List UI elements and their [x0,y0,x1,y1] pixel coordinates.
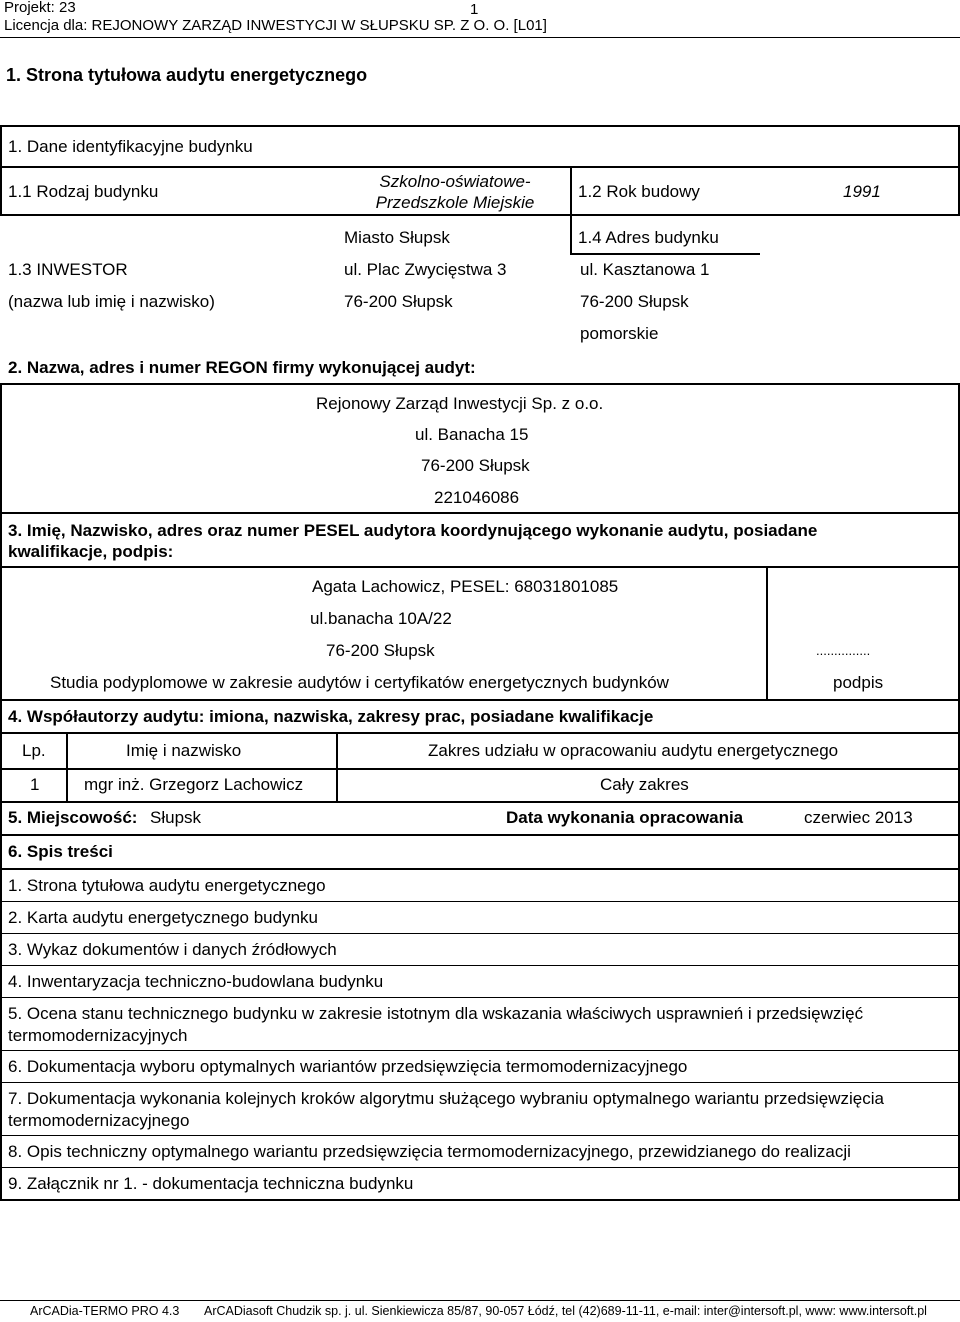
toc-item-continuation: termomodernizacyjnych [8,1026,188,1045]
coauthor-row-name: mgr inż. Grzegorz Lachowicz [84,775,304,794]
toc-item: 4. Inwentaryzacja techniczno-budowlana budynku [8,972,384,991]
year-value: 1991 [843,182,881,201]
coauthors-header-rule [0,768,960,770]
coauthor-row-scope: Cały zakres [600,775,689,794]
footer-rule [0,1300,960,1301]
toc-item: 3. Wykaz dokumentów i danych źródłowych [8,940,337,959]
section1-title-rule [0,166,960,168]
coauthors-col2-divider [336,732,338,802]
toc-title-rule [0,868,960,870]
year-label: 1.2 Rok budowy [578,182,700,201]
investor-label: 1.3 INWESTOR [8,260,128,279]
toc-item: 6. Dokumentacja wyboru optymalnych wariantów przedsięwzięcia termomodernizacyjnego [8,1057,688,1076]
section5-rule [0,834,960,836]
toc-rule [0,965,960,966]
investor-street: ul. Plac Zwycięstwa 3 [344,260,507,279]
footer-software: ArCADia-TERMO PRO 4.3 [30,1304,180,1318]
address-street: ul. Kasztanowa 1 [580,260,710,279]
section3-title-rule [0,566,960,568]
coauthors-col1-divider [66,732,68,802]
section2-rule [0,383,960,385]
audit-firm-city: 76-200 Słupsk [421,456,530,475]
signature-dots: ............... [816,643,871,658]
date-label: Data wykonania opracowania [506,808,744,827]
address-city: 76-200 Słupsk [580,292,689,311]
building-type-label: 1.1 Rodzaj budynku [8,182,159,201]
toc-item: 2. Karta audytu energetycznego budynku [8,908,318,927]
address-label: 1.4 Adres budynku [578,228,719,247]
toc-item: 7. Dokumentacja wykonania kolejnych kroków algorytmu służącego wybraniu optymalnego wariantu przedsięwzięcia [8,1089,884,1108]
type-divider [570,166,572,216]
location-value: Słupsk [150,808,202,827]
toc-item: 1. Strona tytułowa audytu energetycznego [8,876,326,895]
location-label: 5. Miejscowość: [8,808,138,827]
toc-left-border [0,834,2,1201]
project-label: Projekt: 23 [4,0,76,16]
date-value: czerwiec 2013 [804,808,913,827]
section3-title-line1: 3. Imię, Nazwisko, adres oraz numer PESEL audytora koordynującego wykonanie audytu, posiadane [8,521,818,540]
building-type-line2: Przedszkole Miejskie [375,193,535,212]
toc-rule [0,997,960,998]
section1-type-rule [0,214,960,216]
audit-firm-street: ul. Banacha 15 [415,425,529,444]
investor-city: 76-200 Słupsk [344,292,453,311]
toc-rule [0,1082,960,1083]
license-label: Licencja dla: REJONOWY ZARZĄD INWESTYCJI W SŁUPSKU SP. Z O. O. [L01] [4,17,547,34]
address-region: pomorskie [580,324,659,343]
section1-title: 1. Dane identyfikacyjne budynku [8,137,253,156]
auditor-street: ul.banacha 10A/22 [310,609,452,628]
audit-firm-regon: 221046086 [434,488,520,507]
coauthors-header-name: Imię i nazwisko [126,741,242,760]
signature-label: podpis [833,673,884,692]
investor-sub-label: (nazwa lub imię i nazwisko) [8,292,215,311]
section4-bottom-rule [0,801,960,803]
section3-title-line2: kwalifikacje, podpis: [8,542,174,561]
section3-bottom-rule [0,699,960,701]
page-title: 1. Strona tytułowa audytu energetycznego [6,65,368,85]
toc-title: 6. Spis treści [8,842,113,861]
toc-bottom-rule [0,1199,960,1201]
section3-left-border [0,512,2,700]
auditor-qualification: Studia podyplomowe w zakresie audytów i certyfikatów energetycznych budynków [50,673,669,692]
section2-left-border [0,383,2,513]
toc-rule [0,1167,960,1168]
toc-rule [0,901,960,902]
toc-item: 5. Ocena stanu technicznego budynku w zakresie istotnym dla wskazania właściwych usprawnień i przedsięwzięć [8,1004,864,1023]
signature-box-left [766,566,768,700]
investor-name: Miasto Słupsk [344,228,450,247]
audit-firm-name: Rejonowy Zarząd Inwestycji Sp. z o.o. [316,394,604,413]
header-rule [0,37,960,38]
section4-title-rule [0,732,960,734]
coauthors-header-lp: Lp. [22,741,46,760]
section1-left-border [0,125,2,215]
toc-item: 8. Opis techniczny optymalnego wariantu przedsięwzięcia termomodernizacyjnego, przewidzianego do realizacji [8,1142,851,1161]
section2-title: 2. Nazwa, adres i numer REGON firmy wykonującej audyt: [8,358,476,377]
address-label-rule [570,253,760,255]
toc-item-continuation: termomodernizacyjnego [8,1111,190,1130]
section1-top-rule [0,125,960,127]
section4-left-border [0,699,2,802]
coauthor-row-lp: 1 [30,775,40,794]
toc-item: 9. Załącznik nr 1. - dokumentacja techniczna budynku [8,1174,414,1193]
address-divider [570,214,572,254]
auditor-city: 76-200 Słupsk [326,641,435,660]
page-number: 1 [470,1,479,18]
building-type-line1: Szkolno-oświatowe- [379,172,531,191]
footer-company: ArCADiasoft Chudzik sp. j. ul. Sienkiewicza 85/87, 90-057 Łódź, tel (42)689-11-11, e-mail: inter@intersoft.pl, www: www.intersoft.pl [204,1304,927,1318]
coauthors-header-scope: Zakres udziału w opracowaniu audytu energetycznego [428,741,839,760]
section5-left-border [0,801,2,835]
toc-rule [0,1050,960,1051]
section3-top-rule [0,512,960,514]
toc-rule [0,1135,960,1136]
auditor-name: Agata Lachowicz, PESEL: 68031801085 [312,577,619,596]
toc-rule [0,933,960,934]
section4-title: 4. Współautorzy audytu: imiona, nazwiska, zakresy prac, posiadane kwalifikacje [8,707,654,726]
